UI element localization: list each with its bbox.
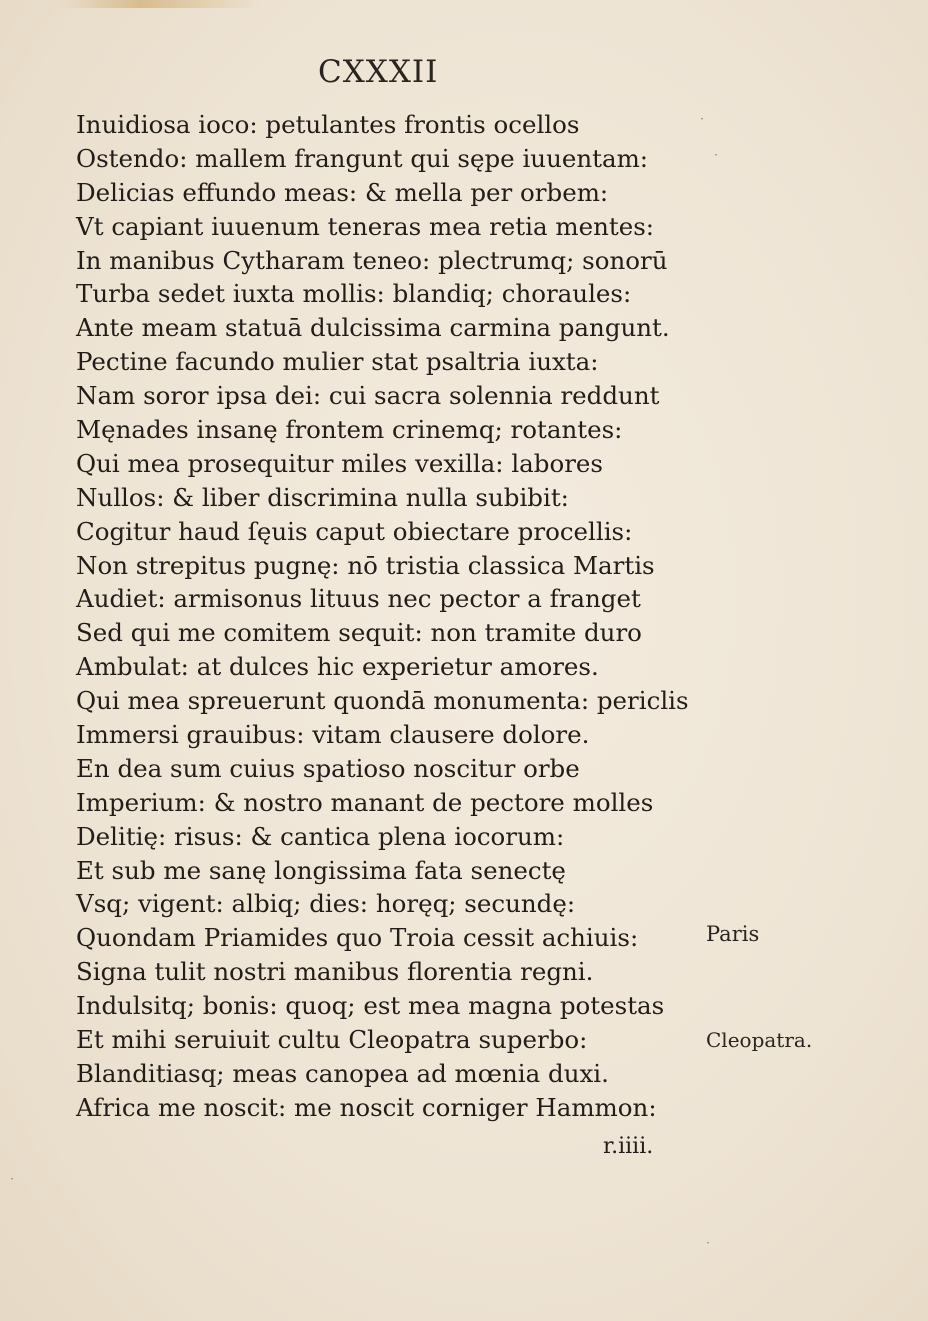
verse-line: Africa me noscit: me noscit corniger Hammon: [76, 1092, 657, 1122]
verse-line: En dea sum cuius spatioso noscitur orbe [76, 753, 580, 783]
verse-line: Non strepitus pugnę: nō tristia classica Martis [76, 550, 655, 580]
verse-line: Qui mea prosequitur miles vexilla: labores [76, 448, 603, 478]
verse-line: Turba sedet iuxta mollis: blandiq; choraules: [76, 279, 632, 309]
folio-number: CXXXII [318, 54, 439, 90]
ink-speck: · [10, 1172, 14, 1186]
verse-line: Signa tulit nostri manibus florentia regni. [76, 957, 594, 987]
verse-line: Sed qui me comitem sequit: non tramite duro [76, 618, 642, 648]
verse-line: Delicias effundo meas: & mella per orbem: [76, 177, 609, 207]
verse-line: Ostendo: mallem frangunt qui sępe iuuentam: [76, 143, 649, 173]
verse-line: Męnades insanę frontem crinemq; rotantes: [76, 415, 623, 445]
verse-line: Pectine facundo mulier stat psaltria iuxta: [76, 347, 599, 377]
margin-note-cleopatra: Cleopatra. [706, 1028, 813, 1052]
margin-note-paris: Paris [706, 922, 760, 946]
verse-line: Cogitur haud ſęuis caput obiectare procellis: [76, 516, 633, 546]
ink-speck: · [714, 148, 718, 162]
verse-line: Blanditiasq; meas canopea ad mœnia duxi. [76, 1058, 609, 1088]
verse-line: Nullos: & liber discrimina nulla subibit: [76, 482, 569, 512]
ink-speck: · [706, 1236, 710, 1250]
verse-line: Imperium: & nostro manant de pectore molles [76, 787, 654, 817]
verse-line: Ante meam statuā dulcissima carmina pangunt. [76, 313, 670, 343]
verse-line: Quondam Priamides quo Troia cessit achiuis: [76, 923, 639, 953]
verse-line: Vsq; vigent: albiq; dies: horęq; secundę: [76, 889, 576, 919]
verse-line: Audiet: armisonus lituus nec pector a franget [76, 584, 641, 614]
verse-line: Nam soror ipsa dei: cui sacra solennia reddunt [76, 381, 660, 411]
verse-line: Vt capiant iuuenum teneras mea retia mentes: [76, 211, 655, 241]
ink-speck: · [700, 112, 704, 126]
verse-line: Qui mea spreuerunt quondā monumenta: periclis [76, 686, 689, 716]
signature-mark: r.iiii. [603, 1134, 654, 1159]
verse-text-block [76, 108, 716, 1125]
verse-line: Inuidiosa ioco: petulantes frontis ocellos [76, 110, 580, 139]
verse-line: Et mihi seruiuit cultu Cleopatra superbo: [76, 1025, 588, 1055]
verse-line: In manibus Cytharam teneo: plectrumq; sonorū [76, 245, 668, 275]
verse-line: Indulsitq; bonis: quoq; est mea magna potestas [76, 991, 665, 1021]
verse-line: Ambulat: at dulces hic experietur amores. [76, 652, 599, 682]
paper-stain [60, 0, 260, 8]
verse-line: Immersi grauibus: vitam clausere dolore. [76, 720, 590, 750]
verse-line: Delitię: risus: & cantica plena iocorum: [76, 821, 565, 851]
verse-line: Et sub me sanę longissima fata senectę [76, 855, 566, 885]
